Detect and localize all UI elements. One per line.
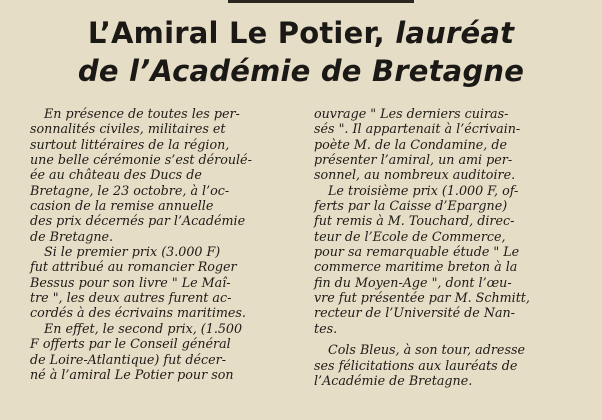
text-line: En effet, le second prix, (1.500 — [44, 320, 243, 336]
text-line: présenter l’amiral, un ami per- — [314, 152, 513, 168]
text-line: fut attribué au romancier Roger — [30, 259, 237, 275]
text-line: né à l’amiral Le Potier pour son — [30, 366, 234, 382]
text-line: ses félicitations aux lauréats de — [314, 357, 518, 373]
text-line: sonnel, au nombreux auditoire. — [314, 167, 516, 183]
text-line: Le troisième prix (1.000 F, of- — [328, 182, 519, 198]
text-line: ouvrage " Les derniers cuiras- — [314, 106, 509, 121]
text-line: sés ". Il appartenait à l’écrivain- — [314, 121, 521, 137]
headline-italic: lauréat — [395, 16, 515, 50]
text-line: casion de la remise annuelle — [30, 198, 214, 214]
text-line: l’Académie de Bretagne. — [314, 372, 473, 388]
text-line: poète M. de la Condamine, de — [314, 136, 507, 152]
headline-line-2: de l’Académie de Bretagne — [77, 54, 525, 88]
text-line: tes. — [314, 320, 338, 336]
text-line: surtout littéraires de la région, — [30, 136, 230, 152]
text-line: commerce maritime breton à la — [314, 259, 518, 275]
text-line: des prix décernés par l’Académie — [30, 213, 246, 229]
text-line: vre fut présentée par M. Schmitt, — [314, 290, 530, 306]
text-line: fin du Moyen-Age ", dont l’œu- — [314, 274, 512, 290]
text-line: recteur de l’Université de Nan- — [314, 305, 515, 321]
headline-roman: L’Amiral Le Potier, — [87, 16, 385, 50]
text-line: Bessus pour son livre " Le Maî- — [30, 274, 231, 290]
text-line: cordés à des écrivains maritimes. — [30, 305, 246, 321]
top-rule — [228, 0, 414, 3]
text-line: Si le premier prix (3.000 F) — [44, 244, 221, 260]
headline — [0, 14, 602, 90]
text-line: une belle cérémonie s’est déroulé- — [30, 152, 252, 168]
text-line: pour sa remarquable étude " Le — [314, 244, 520, 260]
text-line: F offerts par le Conseil général — [30, 336, 231, 352]
text-line: teur de l’Ecole de Commerce, — [314, 228, 506, 244]
text-line: tre ", les deux autres furent ac- — [30, 290, 232, 306]
text-line: de Bretagne. — [30, 228, 114, 244]
headline-line-1 — [0, 14, 602, 52]
text-line: de Loire-Atlantique) fut décer- — [30, 351, 227, 367]
text-line: ferts par la Caisse d’Epargne) — [314, 198, 508, 214]
text-line: fut remis à M. Touchard, direc- — [314, 213, 515, 229]
text-line: Bretagne, le 23 octobre, à l’oc- — [30, 182, 230, 198]
text-line: ée au château des Ducs de — [30, 167, 202, 183]
text-line: En présence de toutes les per- — [44, 106, 240, 121]
text-line: sonnalités civiles, militaires et — [30, 121, 226, 137]
text-line: Cols Bleus, à son tour, adresse — [328, 342, 525, 358]
article-column-left — [30, 106, 298, 382]
article-column-right — [314, 106, 598, 388]
